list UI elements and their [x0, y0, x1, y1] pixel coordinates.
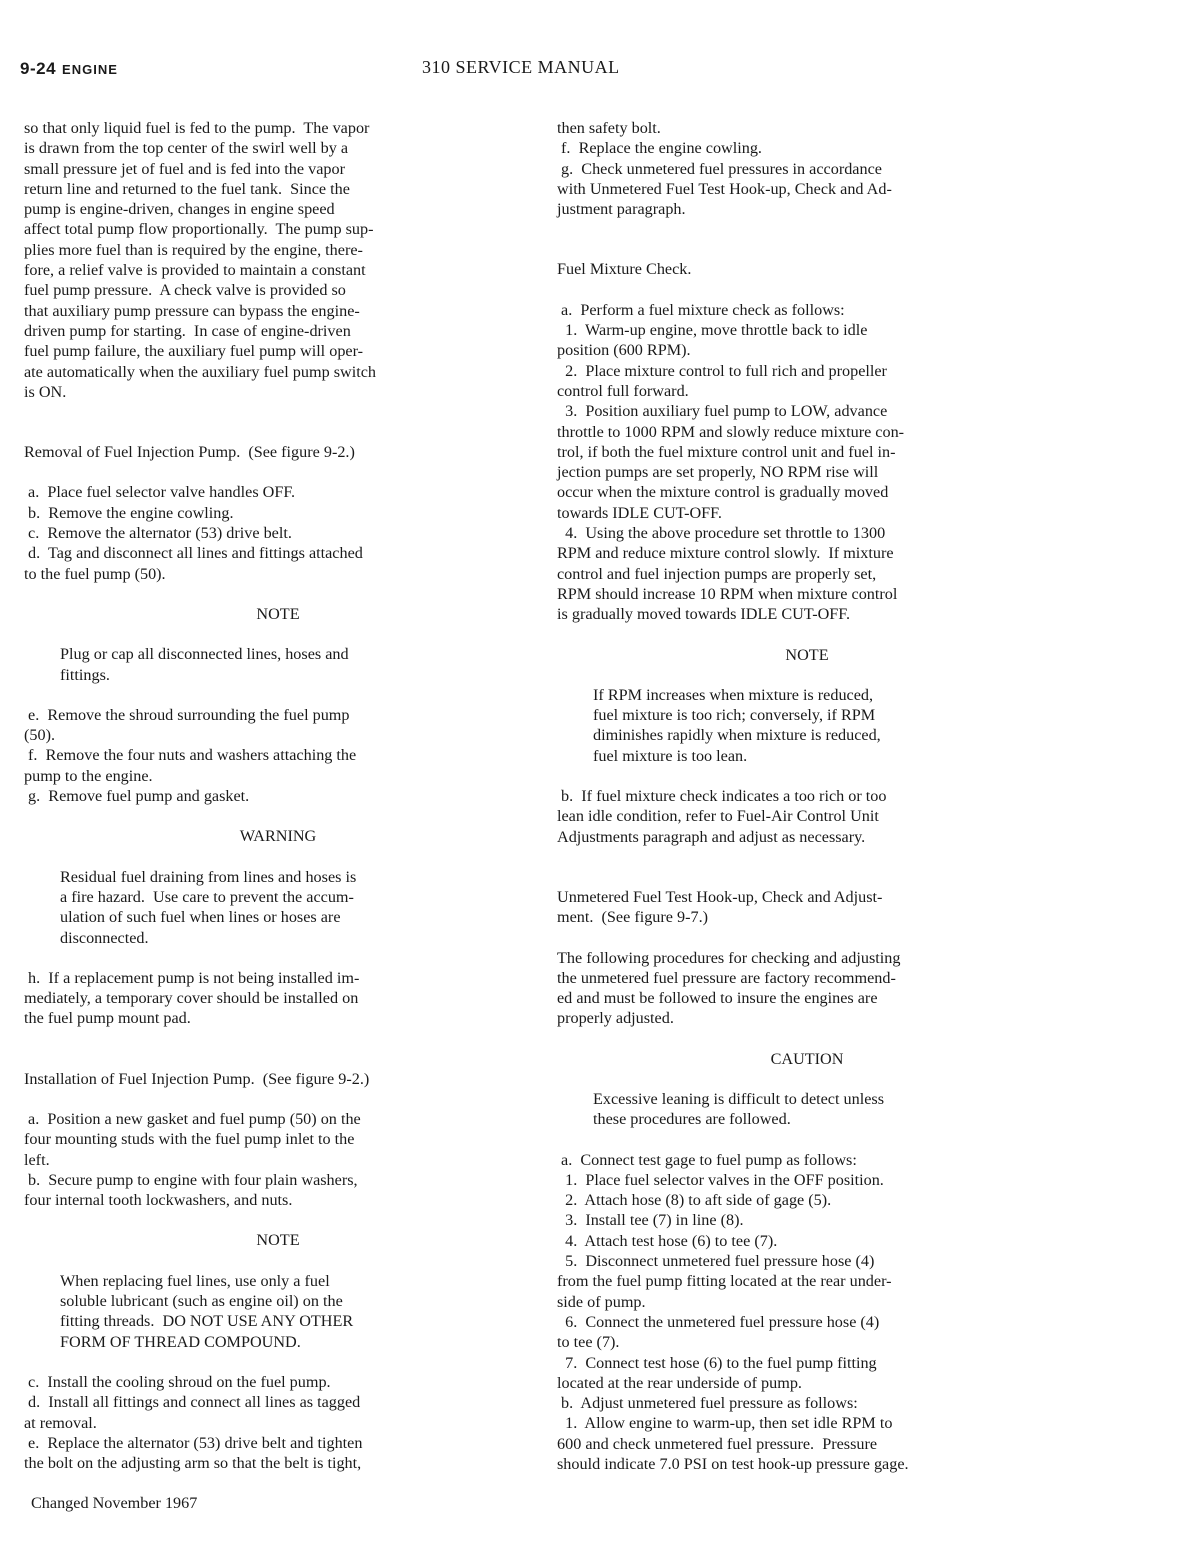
text-line: 4. Attach test hose (6) to tee (7).: [557, 1231, 778, 1250]
right-column: [557, 118, 1057, 1474]
caution-heading: CAUTION: [770, 1049, 844, 1068]
text-line: 1. Place fuel selector valves in the OFF position.: [557, 1170, 884, 1189]
text-line: disconnected.: [60, 928, 149, 947]
text-line: four mounting studs with the fuel pump inlet to the: [24, 1130, 355, 1149]
text-line: The following procedures for checking and adjusting: [557, 948, 901, 967]
text-line: ment. (See figure 9-7.): [557, 908, 709, 927]
text-line: fuel pump pressure. A check valve is provided so: [24, 281, 346, 300]
note-heading-3: NOTE: [785, 645, 829, 664]
text-line: the unmetered fuel pressure are factory recommend-: [557, 968, 896, 987]
text-line: occur when the mixture control is gradually moved: [557, 483, 889, 502]
text-line: mediately, a temporary cover should be installed on: [24, 989, 359, 1008]
removal-step-h: [24, 968, 532, 1029]
text-line: 4. Using the above procedure set throttle to 1300: [557, 524, 886, 543]
text-line: Unmetered Fuel Test Hook-up, Check and Adjust-: [557, 887, 883, 906]
text-line: should indicate 7.0 PSI on test hook-up pressure gage.: [557, 1455, 909, 1474]
installation-steps: [24, 1109, 532, 1210]
text-line: to tee (7).: [557, 1333, 620, 1352]
text-line: ulation of such fuel when lines or hoses are: [60, 908, 341, 927]
text-line: fittings.: [60, 665, 110, 684]
text-line: ed and must be followed to insure the engines are: [557, 989, 878, 1008]
removal-heading: Removal of Fuel Injection Pump. (See figure 9-2.): [24, 443, 355, 462]
text-line: Plug or cap all disconnected lines, hoses and: [60, 645, 349, 664]
text-line: b. Adjust unmetered fuel pressure as follows:: [557, 1394, 858, 1413]
footer-date: Changed November 1967: [31, 1494, 198, 1512]
text-line: four internal tooth lockwashers, and nuts.: [24, 1191, 293, 1210]
note-heading-2: NOTE: [256, 1231, 300, 1250]
section-title: ENGINE: [62, 62, 118, 77]
text-line: 1. Allow engine to warm-up, then set idle RPM to: [557, 1414, 893, 1433]
text-line: d. Tag and disconnect all lines and fittings attached: [24, 544, 363, 563]
fuel-mixture-heading: Fuel Mixture Check.: [557, 260, 692, 279]
page-number: [20, 59, 118, 79]
text-line: that auxiliary pump pressure can bypass the engine-: [24, 301, 360, 320]
text-line: located at the rear underside of pump.: [557, 1373, 802, 1392]
caution-text: [557, 1089, 1057, 1130]
text-line: b. Remove the engine cowling.: [24, 503, 234, 522]
left-column: [24, 118, 532, 1473]
text-line: is ON.: [24, 382, 67, 401]
text-line: Adjustments paragraph and adjust as necessary.: [557, 827, 866, 846]
unmetered-heading: [557, 887, 1057, 928]
text-line: e. Remove the shroud surrounding the fuel pump: [24, 705, 350, 724]
text-line: properly adjusted.: [557, 1009, 674, 1028]
text-line: a. Perform a fuel mixture check as follows:: [557, 300, 845, 319]
text-line: 6. Connect the unmetered fuel pressure hose (4): [557, 1312, 880, 1331]
text-line: control and fuel injection pumps are properly set,: [557, 564, 877, 583]
text-line: 2. Attach hose (8) to aft side of gage (5).: [557, 1191, 832, 1210]
text-line: from the fuel pump fitting located at the rear under-: [557, 1272, 892, 1291]
installation-steps-continued: [24, 1372, 532, 1473]
text-line: pump to the engine.: [24, 766, 153, 785]
text-line: is drawn from the top center of the swirl well by a: [24, 139, 349, 158]
text-line: ate automatically when the auxiliary fuel pump switch: [24, 362, 376, 381]
text-line: 3. Install tee (7) in line (8).: [557, 1211, 744, 1230]
text-line: g. Remove fuel pump and gasket.: [24, 787, 250, 806]
intro-paragraph: [24, 118, 532, 402]
text-line: affect total pump flow proportionally. The pump sup-: [24, 220, 374, 239]
text-line: left.: [24, 1150, 50, 1169]
fuel-mixture-steps: [557, 300, 1057, 625]
text-line: 600 and check unmetered fuel pressure. Pressure: [557, 1434, 878, 1453]
text-line: to the fuel pump (50).: [24, 564, 166, 583]
text-line: then safety bolt.: [557, 119, 661, 137]
text-line: fuel pump failure, the auxiliary fuel pump will oper-: [24, 342, 364, 361]
text-line: b. If fuel mixture check indicates a too rich or too: [557, 787, 887, 806]
text-line: these procedures are followed.: [593, 1110, 791, 1129]
text-line: When replacing fuel lines, use only a fuel: [60, 1271, 330, 1290]
installation-heading: Installation of Fuel Injection Pump. (See figure 9-2.): [24, 1069, 370, 1088]
text-line: a. Place fuel selector valve handles OFF.: [24, 483, 296, 502]
text-line: c. Remove the alternator (53) drive belt.: [24, 524, 292, 543]
text-line: justment paragraph.: [557, 200, 686, 219]
text-line: d. Install all fittings and connect all lines as tagged: [24, 1393, 361, 1412]
text-line: RPM and reduce mixture control slowly. If mixture: [557, 544, 894, 563]
text-line: plies more fuel than is required by the engine, there-: [24, 240, 363, 259]
text-line: f. Remove the four nuts and washers attaching the: [24, 746, 357, 765]
text-line: trol, if both the fuel mixture control unit and fuel in-: [557, 442, 896, 461]
note-heading: NOTE: [256, 604, 300, 623]
manual-title: 310 SERVICE MANUAL: [422, 57, 620, 77]
text-line: 1. Warm-up engine, move throttle back to idle: [557, 321, 868, 340]
text-line: the bolt on the adjusting arm so that the belt is tight,: [24, 1454, 362, 1473]
text-line: f. Replace the engine cowling.: [557, 139, 762, 158]
text-line: c. Install the cooling shroud on the fuel pump.: [24, 1372, 331, 1391]
text-line: RPM should increase 10 RPM when mixture control: [557, 584, 898, 603]
removal-steps: [24, 482, 532, 583]
text-line: (50).: [24, 726, 56, 745]
text-line: position (600 RPM).: [557, 341, 691, 360]
installation-steps-end: [557, 118, 1057, 219]
text-line: 7. Connect test hose (6) to the fuel pump fitting: [557, 1353, 877, 1372]
text-line: diminishes rapidly when mixture is reduced,: [593, 726, 881, 745]
text-line: soluble lubricant (such as engine oil) on the: [60, 1292, 343, 1311]
text-line: 5. Disconnect unmetered fuel pressure hose (4): [557, 1252, 875, 1271]
text-line: h. If a replacement pump is not being installed im-: [24, 968, 360, 987]
text-line: 3. Position auxiliary fuel pump to LOW, advance: [557, 402, 888, 421]
text-line: so that only liquid fuel is fed to the pump. The vapor: [24, 119, 370, 137]
text-line: FORM OF THREAD COMPOUND.: [60, 1332, 301, 1351]
text-line: fore, a relief valve is provided to maintain a constant: [24, 261, 366, 280]
text-line: a. Position a new gasket and fuel pump (50) on the: [24, 1109, 361, 1128]
fuel-mixture-step-b: [557, 786, 1057, 847]
text-line: control full forward.: [557, 381, 689, 400]
warning-heading: WARNING: [239, 827, 317, 846]
text-line: b. Secure pump to engine with four plain washers,: [24, 1170, 358, 1189]
text-line: towards IDLE CUT-OFF.: [557, 503, 722, 522]
text-line: fitting threads. DO NOT USE ANY OTHER: [60, 1312, 354, 1331]
text-line: is gradually moved towards IDLE CUT-OFF.: [557, 605, 851, 624]
text-line: fuel mixture is too lean.: [593, 746, 748, 765]
text-line: small pressure jet of fuel and is fed into the vapor: [24, 159, 345, 178]
text-line: jection pumps are set properly, NO RPM rise will: [557, 463, 879, 482]
text-line: e. Replace the alternator (53) drive belt and tighten: [24, 1433, 363, 1452]
text-line: g. Check unmetered fuel pressures in accordance: [557, 159, 882, 178]
text-line: throttle to 1000 RPM and slowly reduce mixture con-: [557, 422, 905, 441]
text-line: fuel mixture is too rich; conversely, if RPM: [593, 706, 876, 725]
warning-text: [24, 867, 532, 948]
text-line: side of pump.: [557, 1292, 646, 1311]
unmetered-intro: [557, 948, 1057, 1029]
text-line: driven pump for starting. In case of engine-driven: [24, 321, 351, 340]
text-line: Residual fuel draining from lines and hoses is: [60, 867, 357, 886]
page-header: [0, 57, 1203, 83]
text-line: return line and returned to the fuel tank. Since the: [24, 179, 350, 198]
text-line: pump is engine-driven, changes in engine speed: [24, 200, 335, 219]
text-line: a. Connect test gage to fuel pump as follows:: [557, 1150, 857, 1169]
text-line: a fire hazard. Use care to prevent the accum-: [60, 887, 354, 906]
text-line: Excessive leaning is difficult to detect unless: [593, 1089, 885, 1108]
text-line: lean idle condition, refer to Fuel-Air Control Unit: [557, 807, 879, 826]
text-line: at removal.: [24, 1413, 97, 1432]
unmetered-steps: [557, 1150, 1057, 1475]
text-line: the fuel pump mount pad.: [24, 1009, 191, 1028]
page-number-text: 9-24: [20, 59, 57, 78]
removal-steps-continued: [24, 705, 532, 806]
note-text-3: [557, 685, 1057, 766]
text-line: 2. Place mixture control to full rich and propeller: [557, 361, 887, 380]
note-text: [24, 644, 532, 685]
text-line: If RPM increases when mixture is reduced,: [593, 685, 874, 704]
note-text-2: [24, 1271, 532, 1352]
text-line: with Unmetered Fuel Test Hook-up, Check and Ad-: [557, 179, 892, 198]
